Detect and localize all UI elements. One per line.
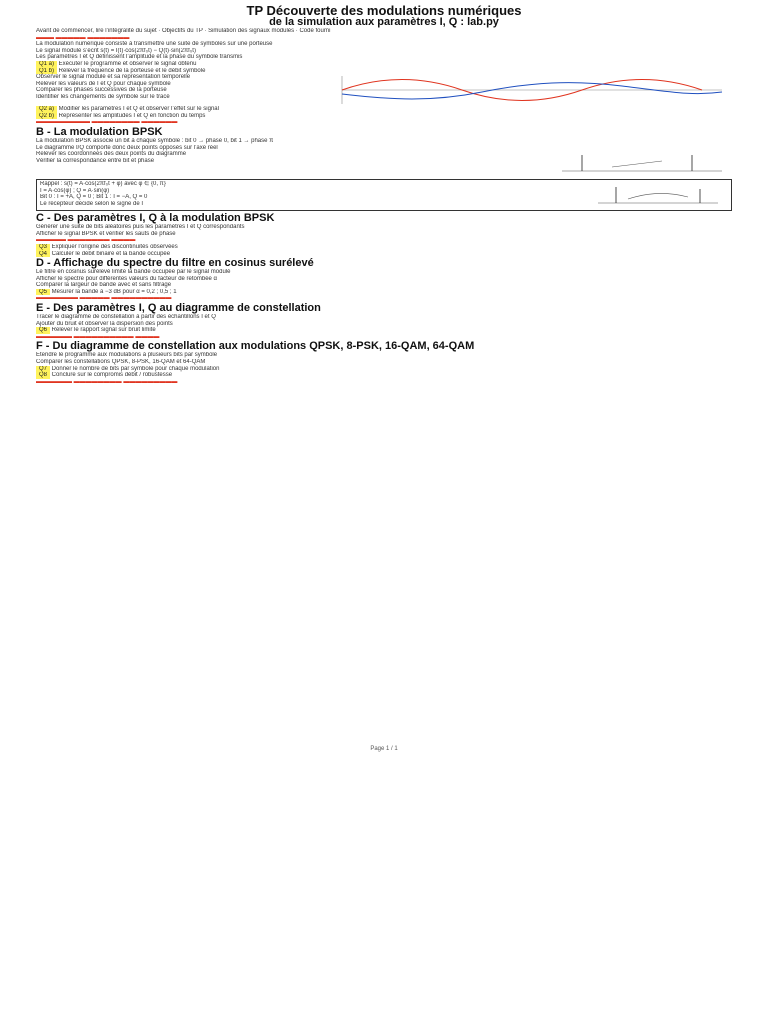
intro-red-line: ▬▬▬ ▬▬▬▬▬ ▬▬▬▬▬▬▬ bbox=[36, 34, 130, 41]
signal-text-col bbox=[36, 74, 332, 100]
box-line-1: Rappel : s(t) = A·cos(2πf₀t + φ) avec φ ∈ {0, π} bbox=[40, 181, 166, 188]
c-line-2: Afficher le signal BPSK et vérifier les sauts de phase bbox=[36, 230, 176, 237]
d-line-3: Comparer la largeur de bande avec et sans filtrage bbox=[36, 282, 172, 289]
bpsk-text-col bbox=[36, 151, 552, 164]
red-note-3: ▬▬▬▬▬▬▬ ▬▬▬▬▬ ▬▬▬▬▬▬▬▬▬▬ bbox=[36, 295, 172, 302]
bpsk-text-1: Relever les coordonnées des deux points du diagramme bbox=[36, 151, 187, 158]
c-line-1: Générer une suite de bits aléatoires puis les paramètres I et Q correspondants bbox=[36, 224, 245, 231]
section-heading: E - Des paramètres I, Q au diagramme de constellation bbox=[36, 302, 321, 315]
q1-line: Q1 a) Exécuter le programme et observer le signal obtenu bbox=[36, 61, 732, 68]
document-subtitle: de la simulation aux paramètres I, Q : lab.py bbox=[269, 16, 499, 28]
bpsk-line-2: Le diagramme I/Q comporte donc deux points opposés sur l’axe réel bbox=[36, 144, 218, 151]
q6-line: Q4 Calculer le débit binaire et la bande occupée bbox=[36, 251, 732, 258]
document-content bbox=[36, 4, 732, 748]
document-title: TP Découverte des modulations numériques bbox=[246, 4, 522, 18]
section-heading: B - La modulation BPSK bbox=[36, 125, 163, 138]
q8-line: Q6 Relever le rapport signal sur bruit limite bbox=[36, 327, 732, 334]
intro-line-3: Le signal modulé s’écrit s(t) = I(t)·cos(2πf₀t) − Q(t)·sin(2πf₀t) bbox=[36, 47, 196, 54]
signal-text-4: Identifier les changements de symbole sur le tracé bbox=[36, 93, 170, 100]
question-label: Q5 bbox=[36, 289, 50, 296]
signal-text-1: Observer le signal modulé et sa représentation temporelle bbox=[36, 74, 191, 81]
question-label: Q1 b) bbox=[36, 68, 57, 75]
intro-line-4: Les paramètres I et Q définissent l’amplitude et la phase du symbole transmis bbox=[36, 54, 243, 61]
section-heading: F - Du diagramme de constellation aux modulations QPSK, 8-PSK, 16-QAM, 64-QAM bbox=[36, 340, 475, 353]
d-line-1: Le filtre en cosinus surélevé limite la bande occupée par le signal modulé bbox=[36, 269, 231, 276]
q3-line: Q2 a) Modifier les paramètres I et Q et observer l’effet sur le signal bbox=[36, 106, 732, 113]
bpsk-arrow bbox=[612, 161, 662, 167]
box-line-4: Le récepteur décide selon le signe de I bbox=[40, 200, 144, 207]
section-heading: D - Affichage du spectre du filtre en cosinus surélevé bbox=[36, 257, 314, 270]
q10-line: Q8 Conclure sur le compromis débit / robustesse bbox=[36, 372, 732, 379]
box-line-2: I = A·cos(φ) ; Q = A·sin(φ) bbox=[40, 187, 110, 194]
bpsk-text-2: Vérifier la correspondance entre bit et phase bbox=[36, 157, 155, 164]
d-line-2: Afficher le spectre pour différentes valeurs du facteur de retombée α bbox=[36, 275, 218, 282]
question-label: Q8 bbox=[36, 372, 50, 379]
question-label: Q1 a) bbox=[36, 61, 57, 68]
page-footer: Page 1 / 1 bbox=[370, 746, 398, 752]
f-line-2: Comparer les constellations QPSK, 8-PSK, 16-QAM et 64-QAM bbox=[36, 359, 206, 366]
bpsk-box bbox=[36, 179, 732, 211]
bpsk-line-1: La modulation BPSK associe un bit à chaque symbole : bit 0 → phase 0, bit 1 → phase π bbox=[36, 137, 274, 144]
red-note-5: ▬▬▬▬▬▬ ▬▬▬▬▬▬▬▬ ▬▬▬▬▬▬▬▬▬ bbox=[36, 378, 178, 385]
question-label: Q6 bbox=[36, 327, 50, 334]
question-label: Q3 bbox=[36, 244, 50, 251]
bpsk-box-row bbox=[40, 181, 728, 209]
q9-line: Q7 Donner le nombre de bits par symbole pour chaque modulation bbox=[36, 366, 732, 373]
box-arc bbox=[628, 194, 688, 200]
modulated-signal-figure bbox=[332, 74, 732, 106]
signal-text-3: Comparer les phases successives de la porteuse bbox=[36, 87, 167, 94]
signal-row bbox=[36, 74, 732, 106]
intro-line-2: La modulation numérique consiste à transmettre une suite de symboles sur une porteuse bbox=[36, 41, 273, 48]
red-note-2: ▬▬▬▬▬ ▬▬▬▬▬▬▬ ▬▬▬▬ bbox=[36, 237, 136, 244]
f-line-1: Étendre le programme aux modulations à plusieurs bits par symbole bbox=[36, 352, 218, 359]
q7-line: Q5 Mesurer la bande à −3 dB pour α = 0,2 ; 0,5 ; 1 bbox=[36, 289, 732, 296]
question-label: Q7 bbox=[36, 366, 50, 373]
e-line-2: Ajouter du bruit et observer la dispersion des points bbox=[36, 320, 173, 327]
section-heading: C - Des paramètres I, Q à la modulation BPSK bbox=[36, 212, 275, 225]
signal-text-2: Relever les valeurs de I et Q pour chaque symbole bbox=[36, 80, 171, 87]
signal-curve-q bbox=[342, 83, 722, 99]
intro-text: Avant de commencer, lire l’intégralité du sujet · Objectifs du TP · Simulation des signaux modulés · Code fourni bbox=[36, 28, 331, 34]
bpsk-box-text bbox=[40, 181, 588, 207]
e-line-1: Tracer le diagramme de constellation à partir des échantillons I et Q bbox=[36, 314, 216, 321]
q4-line: Q2 b) Représenter les amplitudes I et Q en fonction du temps bbox=[36, 113, 732, 120]
red-note-4: ▬▬▬▬▬▬ ▬▬▬▬▬▬▬▬▬▬ ▬▬▬▬ bbox=[36, 333, 160, 340]
box-line-3: Bit 0 : I = +A, Q = 0 ; Bit 1 : I = −A, Q = 0 bbox=[40, 194, 148, 201]
q2-line: Q1 b) Relever la fréquence de la porteuse et le débit symbole bbox=[36, 68, 732, 75]
bpsk-figure-row bbox=[36, 151, 732, 177]
q5-line: Q3 Expliquer l’origine des discontinuités observées bbox=[36, 244, 732, 251]
red-note-1: ▬▬▬▬▬▬▬▬▬ ▬▬▬▬▬▬▬▬ ▬▬▬▬▬▬ bbox=[36, 119, 178, 126]
question-label: Q2 b) bbox=[36, 113, 57, 120]
bpsk-phase-figure bbox=[552, 151, 732, 177]
question-label: Q2 a) bbox=[36, 106, 57, 113]
question-label: Q4 bbox=[36, 251, 50, 258]
box-diagram bbox=[588, 181, 728, 209]
